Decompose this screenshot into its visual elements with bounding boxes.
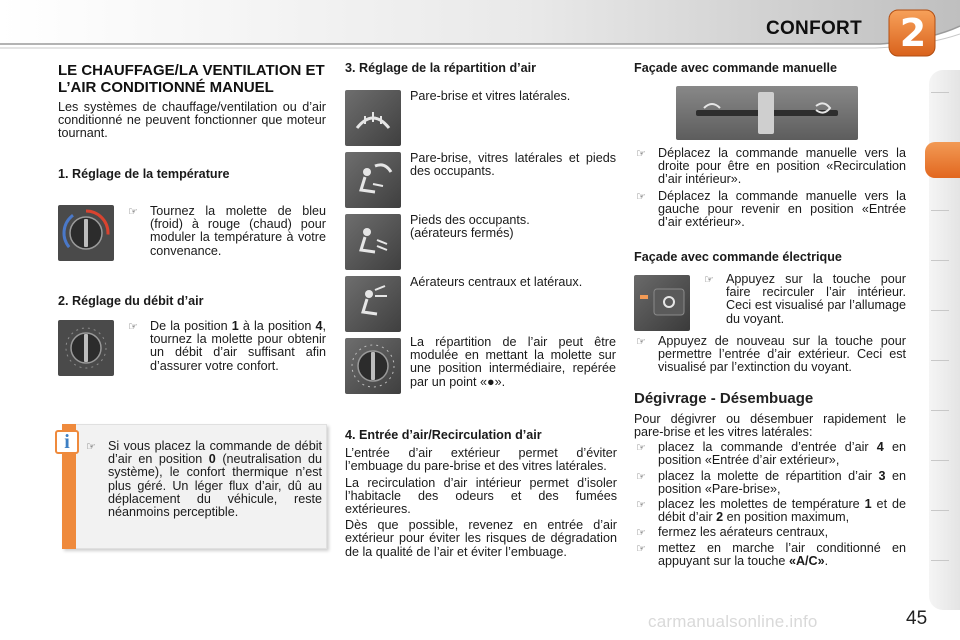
recirculation-slider-icon xyxy=(676,86,858,140)
pointing-hand-icon: ☞ xyxy=(636,498,646,512)
distribution-knob-icon xyxy=(345,338,401,394)
chapter-tab[interactable] xyxy=(931,92,949,93)
feet-vent-icon xyxy=(345,214,401,270)
pointing-hand-icon: ☞ xyxy=(636,189,646,203)
pointing-hand-icon: ☞ xyxy=(128,205,138,218)
airflow-instruction: ☞ De la position 1 à la position 4, tournez la molette pour obtenir un débit d’air suffisant afin d’assurer votre confort. xyxy=(128,319,326,373)
distribution-option-1: Pare-brise et vitres latérales. xyxy=(410,89,571,103)
air-intake-paragraph-1: L’entrée d’air extérieur permet d’éviter l’embuage du pare-brise et des vitres latérales. xyxy=(345,446,617,474)
left-column xyxy=(58,62,326,181)
section-title: CONFORT xyxy=(765,18,862,39)
electric-control-instruction-1: ☞ Appuyez sur la touche pour faire recirculer l’air intérieur. Ceci est visualisé par l’allumage du voyant. xyxy=(704,272,906,326)
distribution-heading: 3. Réglage de la répartition d’air xyxy=(345,61,537,75)
air-intake-section xyxy=(345,429,617,559)
defrost-intro: Pour dégivrer ou désembuer rapidement le pare-brise et les vitres latérales: xyxy=(634,411,906,440)
electric-control-heading: Façade avec commande électrique xyxy=(634,250,842,265)
chapter-tab[interactable] xyxy=(931,210,949,211)
right-column-top xyxy=(634,62,906,75)
chapter-tab[interactable] xyxy=(931,310,949,311)
manual-control-instructions: ☞ Déplacez la commande manuelle vers la droite pour être en position «Recirculation d’air intérieur». ☞ Déplacez la commande manuelle vers la gauche pour revenir en position «Entrée d’air extérieur». Façade avec commande électrique xyxy=(634,146,906,265)
windscreen-feet-icon xyxy=(345,152,401,208)
header-band xyxy=(0,0,960,58)
chapter-tab[interactable] xyxy=(931,360,949,361)
info-icon: i xyxy=(55,430,79,454)
pointing-hand-icon: ☞ xyxy=(636,335,646,348)
chapter-tab[interactable] xyxy=(931,510,949,511)
distribution-option-4: Aérateurs centraux et latéraux. xyxy=(410,275,583,289)
windscreen-defrost-icon xyxy=(345,90,401,146)
face-vent-icon xyxy=(345,276,401,332)
distribution-note: La répartition de l’air peut être modulée en mettant la molette sur une position intermédiaire, repérée par un point «●». xyxy=(410,335,616,389)
chapter-tab[interactable] xyxy=(931,410,949,411)
pointing-hand-icon: ☞ xyxy=(128,320,138,333)
airflow-heading: 2. Réglage du débit d’air xyxy=(58,294,204,308)
pointing-hand-icon: ☞ xyxy=(704,273,714,286)
pointing-hand-icon: ☞ xyxy=(636,541,646,555)
pointing-hand-icon: ☞ xyxy=(636,147,646,160)
temperature-heading: 1. Réglage de la température xyxy=(58,166,230,181)
chapter-tab[interactable] xyxy=(931,560,949,561)
recirculation-button-icon xyxy=(634,275,690,331)
pointing-hand-icon: ☞ xyxy=(636,469,646,483)
distribution-option-2: Pare-brise, vitres latérales et pieds des occupants. xyxy=(410,151,616,179)
chapter-number: 2 xyxy=(899,11,927,55)
temperature-knob-icon xyxy=(58,205,114,261)
chapter-tab-active[interactable] xyxy=(925,142,960,178)
middle-column xyxy=(345,62,617,75)
fan-speed-knob-icon xyxy=(58,320,114,376)
manual-control-heading: Façade avec commande manuelle xyxy=(634,61,837,75)
air-intake-paragraph-3: Dès que possible, revenez en entrée d’air extérieur pour éviter les risques de dégradation de la qualité de l’air et éviter l’embuage. xyxy=(345,518,617,559)
page-heading: LE CHAUFFAGE/LA VENTILATION ET L’AIR CONDITIONNÉ MANUEL xyxy=(58,62,325,96)
chapter-tab[interactable] xyxy=(931,460,949,461)
chapter-tab[interactable] xyxy=(931,260,949,261)
temperature-instruction: ☞ Tournez la molette de bleu (froid) à rouge (chaud) pour moduler la température à votre convenance. xyxy=(128,204,326,258)
chapter-number-badge xyxy=(887,8,939,60)
pointing-hand-icon: ☞ xyxy=(86,440,96,453)
chapter-tab-rail xyxy=(925,70,960,610)
pointing-hand-icon: ☞ xyxy=(636,441,646,455)
airflow-section xyxy=(58,295,326,308)
right-column-bottom: ☞ Appuyez de nouveau sur la touche pour permettre l’entrée d’air extérieur. Ceci est visualisé par l’extinction du voyant. Dégivrage - Désembuage Pour dégivrer ou désembuer rapidement le pare-brise et les vitres latérales: ☞ placez la commande d’entrée d’air 4 en position «Entrée d’air extérieur», ☞ placez la molette de répartition d’air 3 en position «Pare-brise», ☞ placez les molettes de température 1 et de débit d’air 2 en position maximum, ☞ fermez les aérateurs centraux, ☞ mettez en marche l’air conditionné en appuyant sur la touche «A/C». xyxy=(634,334,906,568)
page-number: 45 xyxy=(906,608,928,629)
air-intake-heading: 4. Entrée d’air/Recirculation d’air xyxy=(345,428,542,442)
air-intake-paragraph-2: La recirculation d’air intérieur permet d’isoler l’habitacle des odeurs et des fumées extérieures. xyxy=(345,475,617,517)
distribution-option-3: Pieds des occupants. (aérateurs fermés) xyxy=(410,213,530,241)
defrost-heading: Dégivrage - Désembuage xyxy=(634,389,814,407)
watermark: carmanualsonline.info xyxy=(648,612,818,631)
pointing-hand-icon: ☞ xyxy=(636,526,646,540)
intro-paragraph: Les systèmes de chauffage/ventilation ou d’air conditionné ne peuvent fonctionner que moteur tournant. xyxy=(58,100,326,141)
info-note: ☞ Si vous placez la commande de débit d’air en position 0 (neutralisation du système), le confort thermique n’est plus géré. Un léger flux d’air, dû au déplacement du véhicule, reste néanmoins perceptible. xyxy=(86,439,322,520)
